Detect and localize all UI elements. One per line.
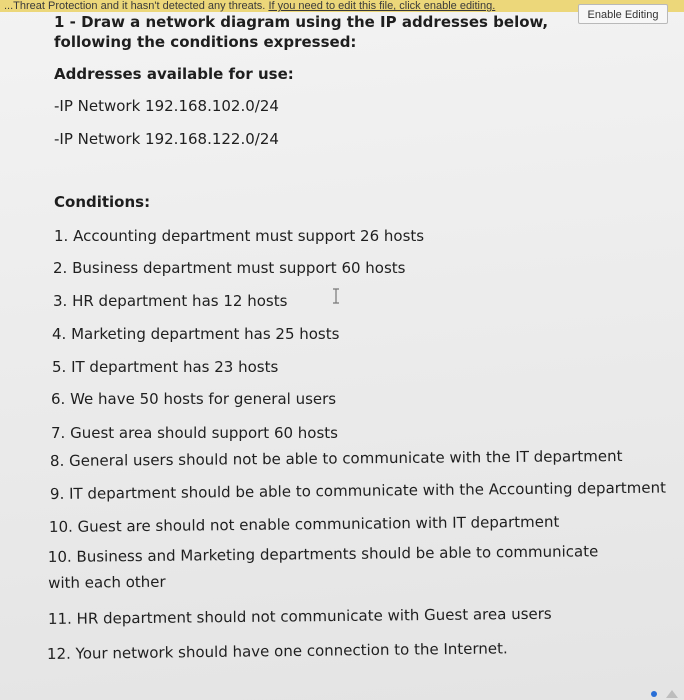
condition-item: 4. Marketing department has 25 hosts	[52, 325, 340, 343]
condition-item: 9. IT department should be able to communicate with the Accounting department	[49, 478, 667, 503]
condition-item: 7. Guest area should support 60 hosts	[51, 424, 338, 442]
condition-item: 10. Guest are should not enable communication with IT department	[48, 512, 560, 536]
condition-item: 10. Business and Marketing departments should be able to communicate with each other	[47, 542, 599, 592]
condition-item: 2. Business department must support 60 hosts	[53, 259, 406, 277]
condition-item: 3. HR department has 12 hosts	[53, 292, 288, 310]
condition-item: 11. HR department should not communicate with Guest area users	[47, 604, 552, 628]
condition-item: 6. We have 50 hosts for general users	[51, 390, 337, 408]
taskbar-indicator-icon	[632, 682, 684, 700]
question-heading: 1 - Draw a network diagram using the IP addresses below, following the conditions expressed:	[54, 13, 549, 51]
i-beam-cursor-icon	[331, 288, 341, 304]
conditions-label: Conditions:	[54, 193, 151, 211]
condition-item: 8. General users should not be able to communicate with the IT department	[49, 447, 623, 470]
condition-item: 5. IT department has 23 hosts	[52, 358, 279, 376]
banner-link[interactable]: If you need to edit this file, click enable editing.	[268, 0, 496, 12]
addresses-label: Addresses available for use:	[54, 65, 294, 83]
banner-message: ...Threat Protection and it hasn't detected any threats.	[4, 0, 266, 12]
condition-item: 1. Accounting department must support 26 hosts	[54, 227, 425, 245]
enable-editing-button[interactable]: Enable Editing	[578, 4, 668, 24]
address-item: -IP Network 192.168.102.0/24	[54, 97, 279, 115]
condition-item: 12. Your network should have one connection to the Internet.	[46, 639, 508, 663]
address-item: -IP Network 192.168.122.0/24	[54, 130, 279, 148]
